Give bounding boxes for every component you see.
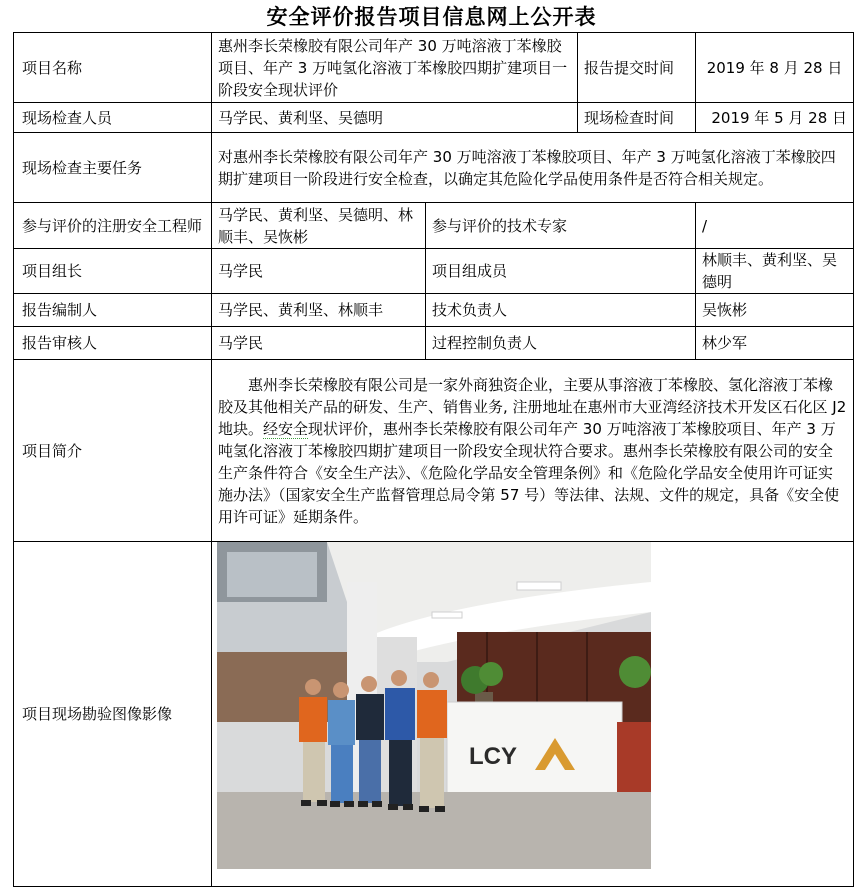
leader-value: 马学民	[212, 249, 426, 294]
photo-cell	[212, 542, 854, 887]
photo-label: 项目现场勘验图像影像	[14, 542, 212, 887]
site-inspection-photo	[217, 542, 651, 869]
row-reviewer	[14, 327, 854, 360]
experts-label: 参与评价的技术专家	[426, 203, 696, 249]
project-name-value: 惠州李长荣橡胶有限公司年产 30 万吨溶液丁苯橡胶项目、年产 3 万吨氢化溶液丁苯橡胶四期扩建项目一阶段安全现状评价	[212, 33, 578, 103]
row-project-name	[14, 33, 854, 103]
row-photo	[14, 542, 854, 887]
reviewer-label: 报告审核人	[14, 327, 212, 360]
inspect-time-value: 2019 年 5 月 28 日	[696, 103, 854, 133]
editor-label: 报告编制人	[14, 294, 212, 327]
row-engineers	[14, 203, 854, 249]
row-main-task	[14, 133, 854, 203]
intro-part1: 惠州李长荣橡胶有限公司是一家外商独资企业，主要从事溶液丁苯橡胶、氢化溶液丁苯橡胶及其他相关产品的研发、生产、销售业务, 注册地址在惠州市大亚湾经济技术开发区石化区 J2 地块。	[218, 375, 847, 438]
project-name-label: 项目名称	[14, 33, 212, 103]
person-4	[385, 670, 415, 810]
intro-text	[212, 360, 854, 542]
reviewer-value: 马学民	[212, 327, 426, 360]
info-table	[13, 32, 854, 887]
tech-lead-value: 吴恢彬	[696, 294, 854, 327]
inspectors-label: 现场检查人员	[14, 103, 212, 133]
process-lead-value: 林少军	[696, 327, 854, 360]
person-5	[417, 672, 447, 812]
person-3	[356, 676, 384, 807]
submit-time-value: 2019 年 8 月 28 日	[696, 33, 854, 103]
intro-underlined: 经安全	[263, 419, 309, 438]
row-inspectors	[14, 103, 854, 133]
row-editor	[14, 294, 854, 327]
tech-lead-label: 技术负责人	[426, 294, 696, 327]
inspect-time-label: 现场检查时间	[578, 103, 696, 133]
inspectors-value: 马学民、黄利坚、吴德明	[212, 103, 578, 133]
lcy-sign-text: LCY	[469, 743, 517, 770]
experts-value: /	[696, 203, 854, 249]
process-lead-label: 过程控制负责人	[426, 327, 696, 360]
person-2	[328, 682, 355, 807]
engineers-label: 参与评价的注册安全工程师	[14, 203, 212, 249]
row-leader	[14, 249, 854, 294]
submit-time-label: 报告提交时间	[578, 33, 696, 103]
leader-label: 项目组长	[14, 249, 212, 294]
intro-part2: 现状评价，惠州李长荣橡胶有限公司年产 30 万吨溶液丁苯橡胶项目、年产 3 万吨氢化溶液丁苯橡胶四期扩建项目一阶段安全现状符合要求。惠州李长荣橡胶有限公司的安全生产条件符合《安全生产法》、《危险化学品安全管理条例》和《危险化学品安全使用许可证实施办法》（国家安全生产监督管理总局令第 57 号）等法律、法规、文件的规定，具备《安全使用许可证》延期条件。	[218, 419, 840, 526]
members-label: 项目组成员	[426, 249, 696, 294]
engineers-value: 马学民、黄利坚、吴德明、林顺丰、吴恢彬	[212, 203, 426, 249]
row-intro	[14, 360, 854, 542]
main-task-label: 现场检查主要任务	[14, 133, 212, 203]
editor-value: 马学民、黄利坚、林顺丰	[212, 294, 426, 327]
members-value: 林顺丰、黄利坚、吴德明	[696, 249, 854, 294]
page-title: 安全评价报告项目信息网上公开表	[266, 4, 597, 29]
main-task-value: 对惠州李长荣橡胶有限公司年产 30 万吨溶液丁苯橡胶项目、年产 3 万吨氢化溶液丁苯橡胶四期扩建项目一阶段进行安全检查，以确定其危险化学品使用条件是否符合相关规定。	[212, 133, 854, 203]
person-1	[299, 679, 327, 806]
intro-label: 项目简介	[14, 360, 212, 542]
